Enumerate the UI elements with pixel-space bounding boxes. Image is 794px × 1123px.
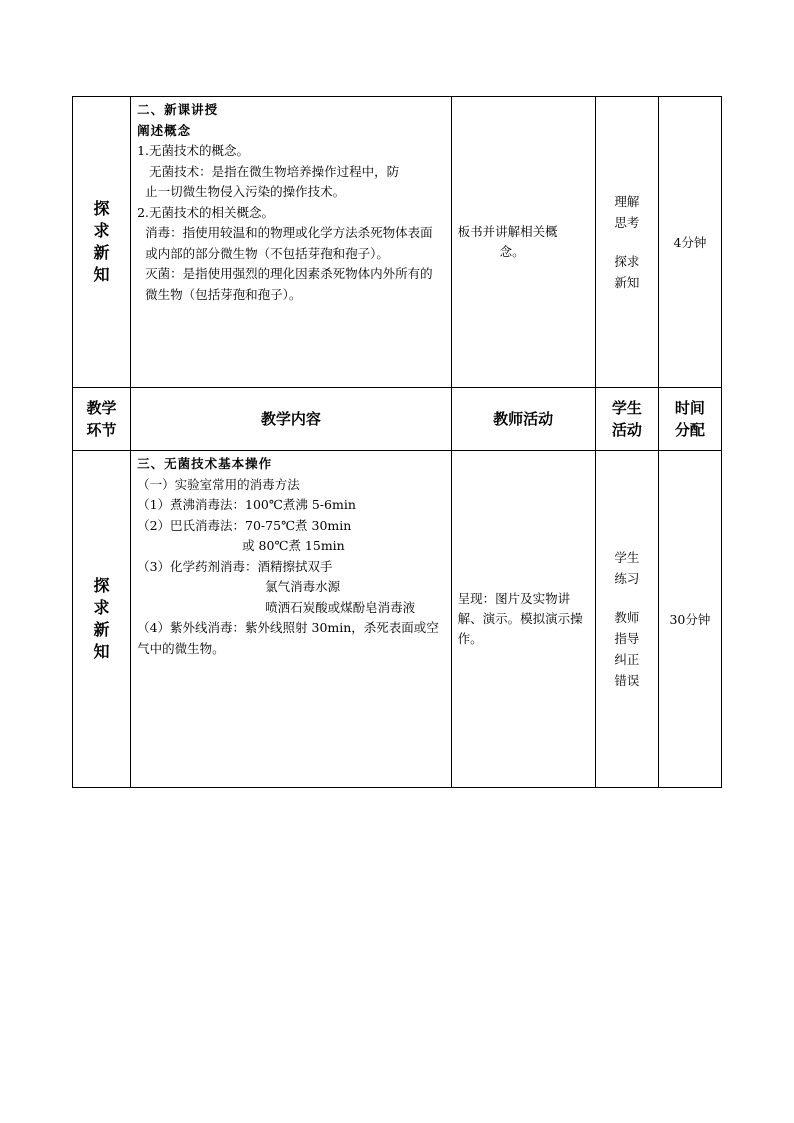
header-time: 时间 分配 (658, 388, 721, 451)
header-teacher: 教师活动 (451, 388, 595, 451)
header-stage: 教学 环节 (73, 388, 131, 451)
time-cell: 4分钟 (658, 97, 721, 388)
header-content: 教学内容 (131, 388, 451, 451)
stage-cell: 探 求 新 知 (73, 451, 131, 788)
section-heading: 三、无菌技术基本操作 (137, 456, 273, 471)
time-cell: 30分钟 (658, 451, 721, 788)
teacher-activity-cell: 板书并讲解相关概 念。 (451, 97, 595, 388)
section-heading: 二、新课讲授 (137, 102, 219, 117)
header-student: 学生 活动 (595, 388, 658, 451)
teacher-activity-cell: 呈现：图片及实物讲解、演示。模拟演示操作。 (451, 451, 595, 788)
lesson-plan-table (72, 96, 722, 788)
section-subheading: 阐述概念 (137, 122, 192, 138)
content-cell: 二、新课讲授 阐述概念 1.无菌技术的概念。 无菌技术：是指在微生物培养操作过程中，防 止一切微生物侵入污染的操作技术。 2.无菌技术的相关概念。 消毒：指使用较温和的物理或化学方法杀死物体表面或内部的部分微生物（不包括芽孢和孢子）。 灭菌：是指使用强烈的理化因素杀死物体内外所有的微生物（包括芽孢和孢子）。 (131, 97, 451, 388)
student-activity-cell: 理解 思考 探求 新知 (595, 97, 658, 388)
table-row (73, 451, 722, 788)
table-row (73, 97, 722, 388)
student-activity-cell: 学生 练习 教师 指导 纠正 错误 (595, 451, 658, 788)
stage-cell: 探 求 新 知 (73, 97, 131, 388)
content-cell: 三、无菌技术基本操作 （一）实验室常用的消毒方法 （1）煮沸消毒法：100℃煮沸 5-6min （2）巴氏消毒法：70-75℃煮 30min 或 80℃煮 15min （3）化学药剂消毒：酒精擦拭双手 氯气消毒水源 喷洒石炭酸或煤酚皂消毒液 （4）紫外线消毒：紫外线照射 30min，杀死表面或空气中的微生物。 (131, 451, 451, 788)
header-row (73, 388, 722, 451)
